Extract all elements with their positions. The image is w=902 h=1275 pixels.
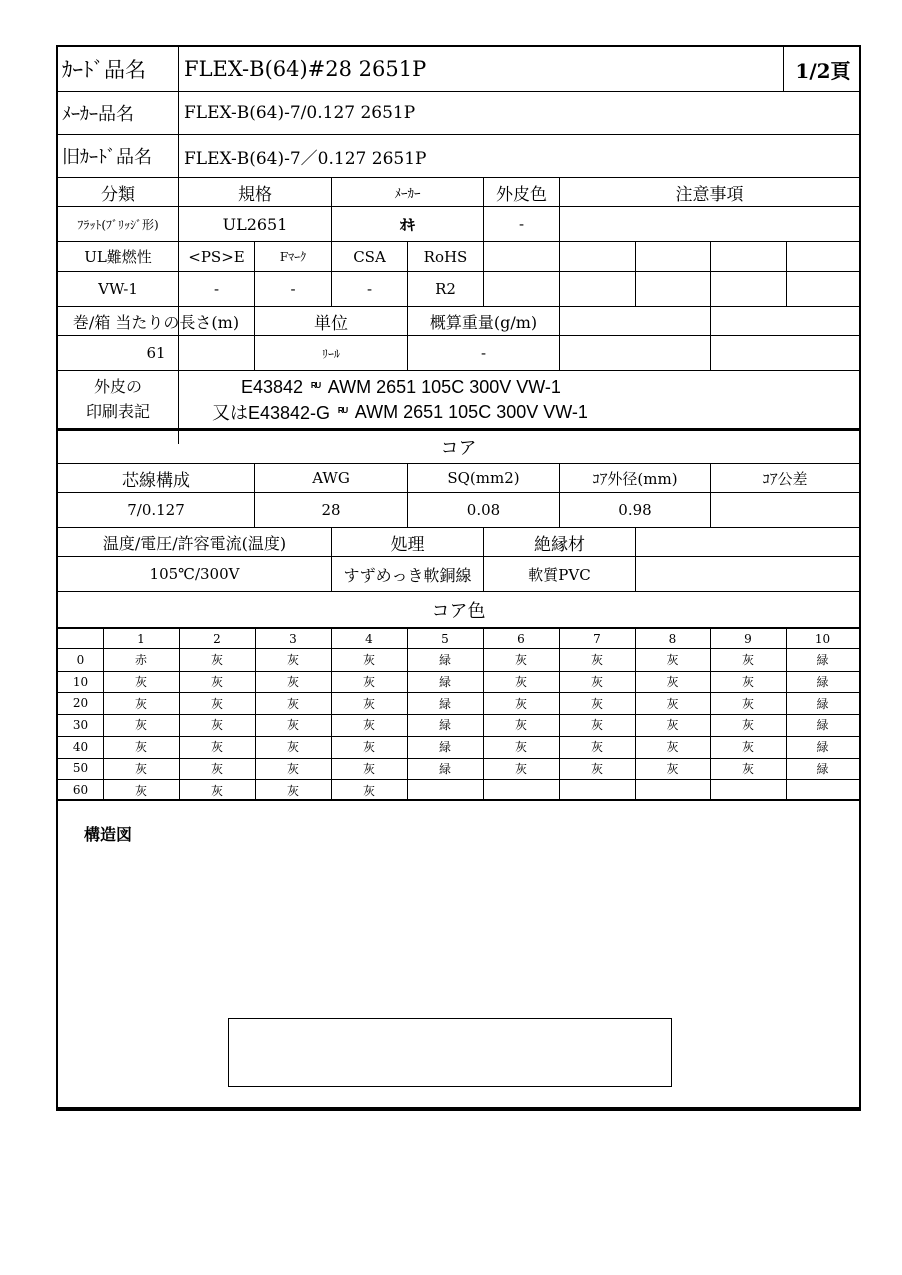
color-cell: 灰	[514, 761, 527, 776]
color-cell: 灰	[741, 718, 754, 733]
color-cell: 灰	[741, 740, 754, 755]
color-cell: 灰	[134, 783, 147, 798]
card-name-label: ｶｰﾄﾞ品名	[62, 58, 146, 82]
old-card-name-value: FLEX-B(64)-7／0.127 2651P	[184, 148, 427, 169]
color-cell	[559, 779, 635, 801]
print-label-line1: 外皮の	[93, 377, 142, 396]
spec-label-notes: 注意事項	[675, 184, 744, 205]
color-cell: 緑	[438, 696, 451, 711]
color-cell: 緑	[438, 675, 451, 690]
print-file-number-alt: 又はE43842-G	[212, 403, 331, 423]
color-cell: 灰	[362, 783, 375, 798]
color-column-header: 2	[213, 631, 221, 646]
core-value-strand: 7/0.127	[127, 501, 185, 519]
color-cell	[710, 779, 786, 801]
ul-recognized-icon: ᴿᵁ	[338, 405, 347, 419]
cert-label-rohs: RoHS	[423, 247, 468, 266]
color-cell: 灰	[590, 740, 603, 755]
color-cell: 灰	[210, 783, 223, 798]
color-column-header: 9	[744, 631, 752, 646]
color-cell: 緑	[816, 761, 829, 776]
core-value-sq: 0.08	[466, 501, 501, 519]
color-cell: 灰	[590, 718, 603, 733]
cert-value-pse: -	[213, 280, 220, 298]
cert-value-ul-flame: VW-1	[98, 280, 138, 298]
core-value-awg: 28	[321, 501, 341, 519]
color-cell: 灰	[286, 761, 299, 776]
print-rating-alt: AWM 2651 105C 300V VW-1	[354, 401, 588, 422]
color-cell: 灰	[210, 740, 223, 755]
color-cell: 灰	[741, 761, 754, 776]
core-label-od: ｺｱ外径(mm)	[592, 469, 678, 488]
color-cell: 灰	[666, 696, 679, 711]
color-cell: 灰	[362, 696, 375, 711]
color-cell: 緑	[816, 740, 829, 755]
color-cell: 灰	[134, 761, 147, 776]
color-cell: 灰	[514, 696, 527, 711]
core-value-od: 0.98	[618, 501, 652, 519]
structure-title: 構造図	[84, 824, 133, 844]
color-cell: 灰	[666, 761, 679, 776]
core-label-rating: 温度/電圧/許容電流(温度)	[102, 533, 287, 553]
color-cell: 灰	[286, 653, 299, 668]
color-cell: 灰	[514, 653, 527, 668]
color-cell: 灰	[514, 740, 527, 755]
color-cell: 灰	[286, 696, 299, 711]
core-label-strand: 芯線構成	[122, 470, 190, 491]
color-cell: 灰	[210, 761, 223, 776]
color-cell: 灰	[590, 675, 603, 690]
spec-value-notes	[560, 207, 859, 241]
print-file-number: E43842	[241, 376, 304, 397]
color-cell: 灰	[286, 675, 299, 690]
spec-label-sheath-color: 外皮色	[496, 184, 547, 205]
cert-label-ul-flame: UL難燃性	[84, 248, 152, 266]
color-row-offset: 20	[72, 696, 89, 711]
core-color-table	[58, 629, 859, 801]
color-cell: 緑	[816, 718, 829, 733]
pack-value-unit: ﾘｰﾙ	[321, 346, 340, 361]
color-cell: 灰	[210, 696, 223, 711]
color-cell: 灰	[210, 718, 223, 733]
color-row-offset: 10	[72, 674, 89, 689]
core-value-insulation: 軟質PVC	[528, 565, 591, 584]
color-row-offset: 0	[76, 652, 85, 667]
color-cell: 灰	[666, 740, 679, 755]
color-cell: 緑	[438, 761, 451, 776]
color-cell: 緑	[438, 718, 451, 733]
color-cell	[483, 779, 559, 801]
core-label-insulation: 絶縁材	[534, 534, 585, 555]
cert-label-f-mark: Fﾏｰｸ	[279, 250, 307, 264]
print-rating: AWM 2651 105C 300V VW-1	[327, 376, 561, 397]
color-cell: 灰	[210, 675, 223, 690]
color-cell: 灰	[666, 653, 679, 668]
spec-label-standard: 規格	[238, 184, 272, 205]
maker-name-label: ﾒｰｶｰ品名	[62, 104, 134, 125]
color-column-header: 4	[365, 631, 373, 646]
color-column-header: 1	[137, 631, 145, 646]
card-name-value: FLEX-B(64)#28 2651P	[184, 57, 427, 81]
color-cell: 緑	[816, 653, 829, 668]
pack-label-length: 巻/箱 当たりの長さ(m)	[72, 312, 240, 332]
maker-name-value: FLEX-B(64)-7/0.127 2651P	[184, 103, 416, 123]
color-row-offset: 30	[72, 717, 89, 732]
spec-label-category: 分類	[101, 184, 135, 205]
old-card-name-label: 旧ｶｰﾄﾞ品名	[62, 147, 152, 168]
color-cell: 赤	[134, 653, 147, 668]
core-value-tolerance	[711, 493, 859, 527]
core-value-rating: 105℃/300V	[149, 565, 240, 583]
color-row-offset: 60	[72, 783, 89, 798]
color-cell: 灰	[590, 653, 603, 668]
color-column-header: 6	[517, 631, 525, 646]
color-cell: 灰	[362, 761, 375, 776]
color-cell: 灰	[210, 653, 223, 668]
print-label	[58, 371, 178, 427]
color-cell	[635, 779, 710, 801]
spec-label-maker: ﾒｰｶｰ	[394, 186, 421, 202]
color-column-header: 8	[668, 631, 677, 646]
color-cell: 灰	[286, 740, 299, 755]
pack-label-unit: 単位	[314, 313, 348, 334]
color-cell: 灰	[362, 653, 375, 668]
cert-value-rohs: R2	[435, 280, 456, 298]
cert-label-pse: <PS>E	[188, 247, 245, 266]
core-section-title: コア	[440, 438, 477, 459]
color-cell: 灰	[590, 696, 603, 711]
color-cell: 灰	[286, 783, 299, 798]
spec-value-sheath-color: -	[518, 215, 525, 233]
color-cell: 灰	[741, 653, 754, 668]
pack-label-weight: 概算重量(g/m)	[429, 312, 538, 332]
color-cell: 灰	[362, 718, 375, 733]
color-cell: 灰	[514, 718, 527, 733]
spec-value-standard: UL2651	[222, 214, 288, 234]
color-column-header: 10	[814, 631, 831, 646]
color-cell: 緑	[816, 696, 829, 711]
color-cell	[786, 779, 859, 801]
color-column-header: 5	[441, 631, 449, 646]
cert-value-csa: -	[366, 280, 373, 298]
color-cell: 灰	[362, 675, 375, 690]
structure-figure-box	[228, 1018, 672, 1087]
pack-value-length: 61	[146, 344, 166, 362]
color-cell: 灰	[741, 696, 754, 711]
color-cell: 灰	[134, 675, 147, 690]
cert-label-csa: CSA	[353, 247, 386, 266]
print-marking-line2	[212, 400, 588, 424]
color-row-offset: 40	[72, 739, 89, 754]
core-label-sq: SQ(mm2)	[447, 469, 520, 487]
page-number: 1/2頁	[795, 58, 851, 83]
print-marking-line1	[241, 375, 561, 399]
color-cell: 灰	[134, 740, 147, 755]
spec-value-category: ﾌﾗｯﾄ(ﾌﾞﾘｯｼﾞ形)	[77, 217, 159, 232]
core-label-awg: AWG	[312, 469, 350, 487]
color-cell: 灰	[286, 718, 299, 733]
color-cell: 灰	[134, 718, 147, 733]
product-card-sheet	[56, 45, 861, 1111]
color-cell: 緑	[816, 675, 829, 690]
core-label-tolerance: ｺｱ公差	[762, 469, 808, 488]
color-cell	[407, 779, 483, 801]
print-label-line2: 印刷表記	[85, 402, 150, 421]
color-cell: 灰	[514, 675, 527, 690]
color-cell: 灰	[362, 740, 375, 755]
color-cell: 灰	[590, 761, 603, 776]
color-cell: 緑	[438, 740, 451, 755]
color-cell: 灰	[134, 696, 147, 711]
cert-value-f-mark: -	[290, 280, 296, 298]
ul-recognized-icon: ᴿᵁ	[311, 380, 320, 394]
core-value-treatment: すずめっき軟銅線	[343, 565, 472, 585]
core-color-title: コア色	[431, 600, 486, 622]
pack-value-weight: -	[480, 344, 487, 362]
color-column-header: 3	[289, 631, 297, 646]
spec-value-maker: ｵｷ	[399, 215, 415, 234]
color-column-header: 7	[593, 631, 601, 646]
color-row-offset: 50	[72, 761, 89, 776]
color-cell: 灰	[666, 675, 679, 690]
color-cell: 灰	[741, 675, 754, 690]
color-cell: 緑	[438, 653, 451, 668]
color-cell: 灰	[666, 718, 679, 733]
core-label-treatment: 処理	[390, 534, 425, 555]
